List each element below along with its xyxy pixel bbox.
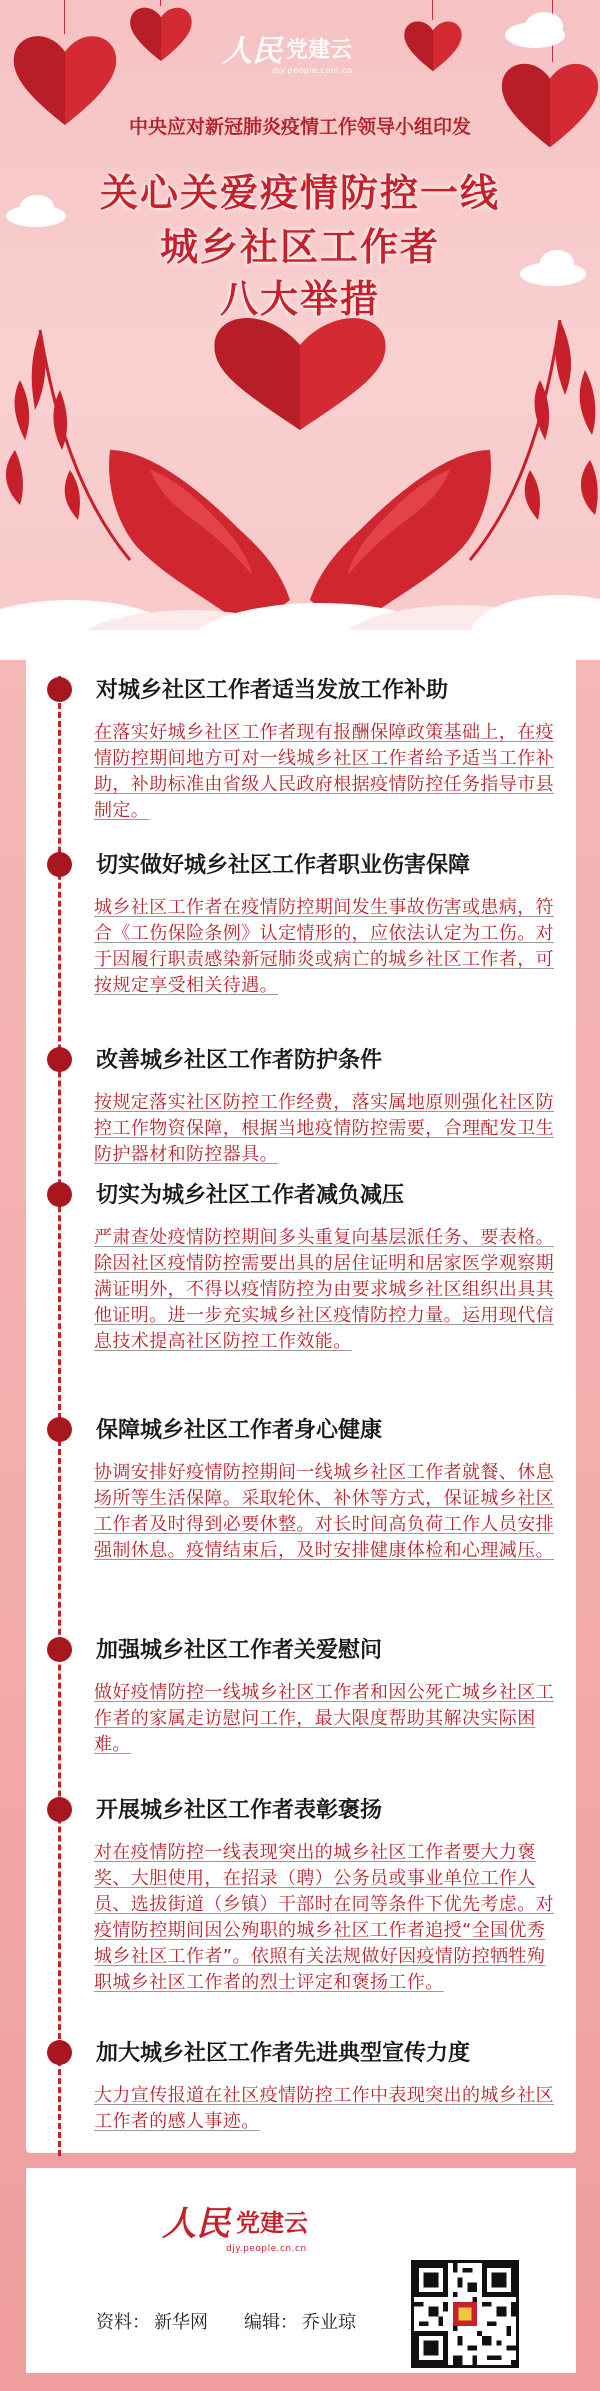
measure-title: 改善城乡社区工作者防护条件 — [96, 1048, 383, 1073]
measure-body: 城乡社区工作者在疫情防控期间发生事故伤害或患病，符合《工伤保险条例》认定情形的，应依法认定为工伤。对于因履行职责感染新冠肺炎或病亡的城乡社区工作者，可按规定享受相关待遇。 — [94, 897, 554, 996]
page-subtitle: 中央应对新冠肺炎疫情工作领导小组印发 — [128, 116, 471, 138]
cloud — [525, 12, 563, 40]
heart-string — [64, 0, 65, 34]
measure-body: 大力宣传报道在社区疫情防控工作中表现突出的城乡社区工作者的感人事迹。 — [94, 2085, 554, 2132]
measure-title: 保障城乡社区工作者身心健康 — [96, 1418, 383, 1443]
source-value: 新华网 — [154, 2312, 208, 2333]
measure-title: 加大城乡社区工作者先进典型宣传力度 — [96, 2041, 471, 2066]
measure-title: 切实做好城乡社区工作者职业伤害保障 — [96, 853, 471, 878]
footer-logo-brand-text: 党建云 — [236, 2209, 308, 2237]
source-label: 资料： — [96, 2312, 150, 2333]
timeline-dot-icon — [47, 1047, 72, 1072]
editor-value: 乔业琼 — [302, 2312, 356, 2333]
logo-url: djy.people.com.cn — [272, 66, 353, 75]
measure-title: 加强城乡社区工作者关爱慰问 — [96, 1638, 383, 1663]
heart-string — [432, 0, 433, 20]
timeline-dot-icon — [47, 1182, 72, 1207]
measure-body: 严肃查处疫情防控期间多头重复向基层派任务、要表格。除因社区疫情防控需要出具的居住证明和居家医学观察期满证明外，不得以疫情防控为由要求城乡社区组织出具其他证明。进一步充实城乡社区疫情防控力量。运用现代信息技术提高社区防控工作效能。 — [94, 1227, 554, 1352]
measure-title: 切实为城乡社区工作者减负减压 — [96, 1183, 405, 1208]
measures-card — [26, 630, 576, 2153]
footer-logo-url: djy.people.cn.cn — [226, 2244, 307, 2254]
people-party-cloud-logo — [222, 30, 382, 69]
page-title-line3: 八大举措 — [219, 277, 380, 321]
footer — [26, 2168, 576, 2373]
timeline-line — [58, 676, 61, 2156]
logo-people-text: 人民 — [222, 34, 282, 69]
footer-logo — [162, 2196, 308, 2245]
measure-body: 协调安排好疫情防控期间一线城乡社区工作者就餐、休息场所等生活保障。采取轮休、补休等方式，保证城乡社区工作者及时得到必要休整。对长时间高负荷工作人员安排强制休息。疫情结束后，及时安排健康体检和心理减压。 — [94, 1462, 554, 1561]
qr-code-icon[interactable] — [411, 2260, 519, 2368]
page-title-line2: 城乡社区工作者 — [159, 225, 440, 269]
measure-body: 做好疫情防控一线城乡社区工作者和因公死亡城乡社区工作者的家属走访慰问工作，最大限度帮助其解决实际困难。 — [94, 1682, 554, 1755]
timeline-dot-icon — [47, 2040, 72, 2065]
heart-icon — [128, 4, 194, 64]
footer-logo-people-text: 人民 — [162, 2204, 230, 2244]
page-title-line1: 关心关爱疫情防控一线 — [99, 171, 500, 215]
timeline-dot-icon — [47, 1797, 72, 1822]
measure-body: 在落实好城乡社区工作者现有报酬保障政策基础上，在疫情防控期间地方可对一线城乡社区工作者给予适当工作补助，补助标准由省级人民政府根据疫情防控任务指导市县制定。 — [94, 722, 554, 821]
measure-title: 对城乡社区工作者适当发放工作补助 — [96, 678, 449, 703]
timeline-dot-icon — [47, 1417, 72, 1442]
heart-icon — [402, 18, 464, 74]
timeline-dot-icon — [47, 852, 72, 877]
logo-brand-text: 党建云 — [286, 37, 353, 63]
header-banner — [0, 0, 600, 660]
timeline-dot-icon — [47, 677, 72, 702]
editor-label: 编辑： — [244, 2312, 298, 2333]
hands-holding-heart-icon — [0, 300, 600, 660]
measure-body: 对在疫情防控一线表现突出的城乡社区工作者要大力褒奖、大胆使用，在招录（聘）公务员或事业单位工作人员、选拔街道（乡镇）干部时在同等条件下优先考虑。对疫情防控期间因公殉职的城乡社区工作者追授“全国优秀城乡社区工作者”。依照有关法规做好因疫情防控牺牲殉职城乡社区工作者的烈士评定和褒扬工作。 — [94, 1842, 554, 1993]
measure-body: 按规定落实社区防控工作经费，落实属地原则强化社区防控工作物资保障，根据当地疫情防控需要，合理配发卫生防护器材和防控器具。 — [94, 1092, 554, 1165]
measure-title: 开展城乡社区工作者表彰褒扬 — [96, 1798, 383, 1823]
credits — [96, 2308, 360, 2334]
timeline-dot-icon — [47, 1637, 72, 1662]
